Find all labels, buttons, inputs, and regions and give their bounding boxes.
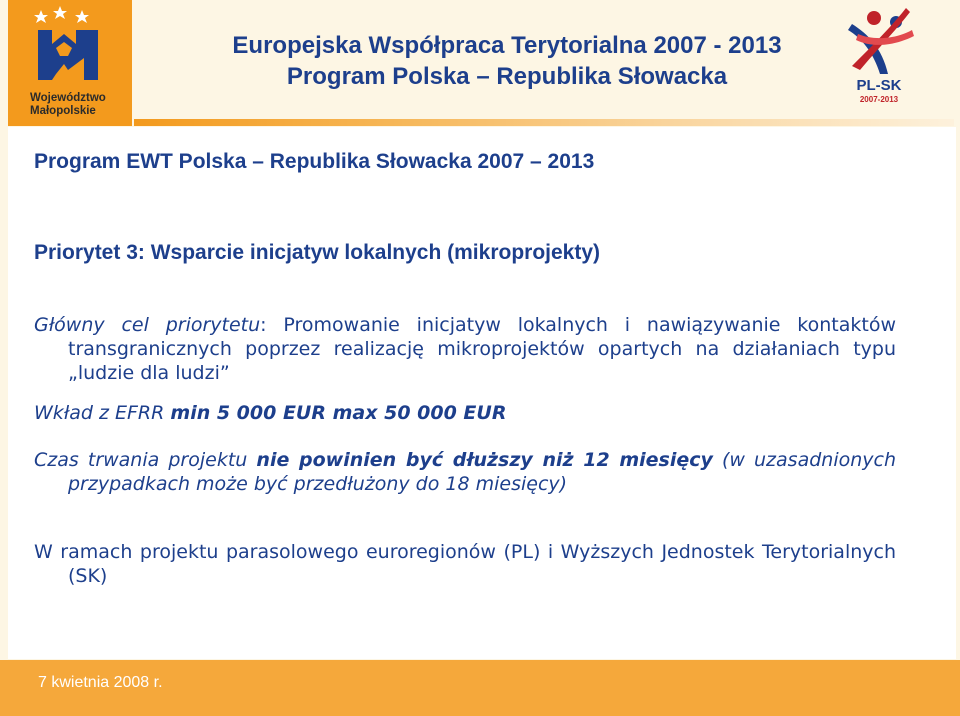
- title-line-1: Europejska Współpraca Terytorialna 2007 - 2013: [232, 32, 782, 59]
- goal-paragraph: [34, 313, 896, 385]
- contribution-paragraph: [34, 401, 896, 425]
- priority-heading: Priorytet 3: Wsparcie inicjatyw lokalnych (mikroprojekty): [34, 241, 601, 264]
- logo-left-text: [30, 92, 130, 118]
- footer-bar: [0, 660, 960, 716]
- malopolska-emblem-icon: [8, 0, 132, 92]
- goal-colon: :: [260, 314, 267, 336]
- pl-sk-years: 2007-2013: [859, 95, 899, 104]
- umbrella-paragraph: W ramach projektu parasolowego euroregionów (PL) i Wyższych Jednostek Terytorialnych (SK): [34, 541, 896, 587]
- logo-text-line2: Małopolskie: [30, 105, 96, 117]
- duration-paragraph: [34, 448, 896, 496]
- logo-text-line1: Województwo: [30, 92, 106, 104]
- duration-prefix: Czas trwania projektu: [34, 449, 257, 471]
- title-line-2: Program Polska – Republika Słowacka: [286, 63, 728, 90]
- goal-label: Główny cel priorytetu: [34, 314, 261, 336]
- header-divider: [134, 119, 954, 126]
- footer-date: 7 kwietnia 2008 r.: [38, 674, 163, 691]
- program-heading: Program EWT Polska – Republika Słowacka 2007 – 2013: [34, 150, 595, 173]
- pl-sk-emblem-icon: [838, 4, 920, 78]
- wojewodztwo-malopolskie-logo: [8, 0, 132, 126]
- contribution-label: Wkład z EFRR: [34, 402, 171, 424]
- duration-emphasis: nie powinien być dłuższy niż 12 miesięcy: [256, 449, 713, 471]
- duration-suffix: (w uzasadnionych przypadkach może być przedłużony do 18 miesięcy): [68, 449, 896, 495]
- goal-text: Promowanie inicjatyw lokalnych i nawiązywanie kontaktów transgranicznych poprzez realizację mikroprojektów opartych na działaniach typu „ludzie dla ludzi”: [68, 314, 896, 384]
- page-title: [130, 30, 884, 92]
- pl-sk-logo: [838, 4, 920, 108]
- contribution-value: min 5 000 EUR max 50 000 EUR: [170, 402, 507, 424]
- pl-sk-label: PL-SK: [856, 77, 902, 94]
